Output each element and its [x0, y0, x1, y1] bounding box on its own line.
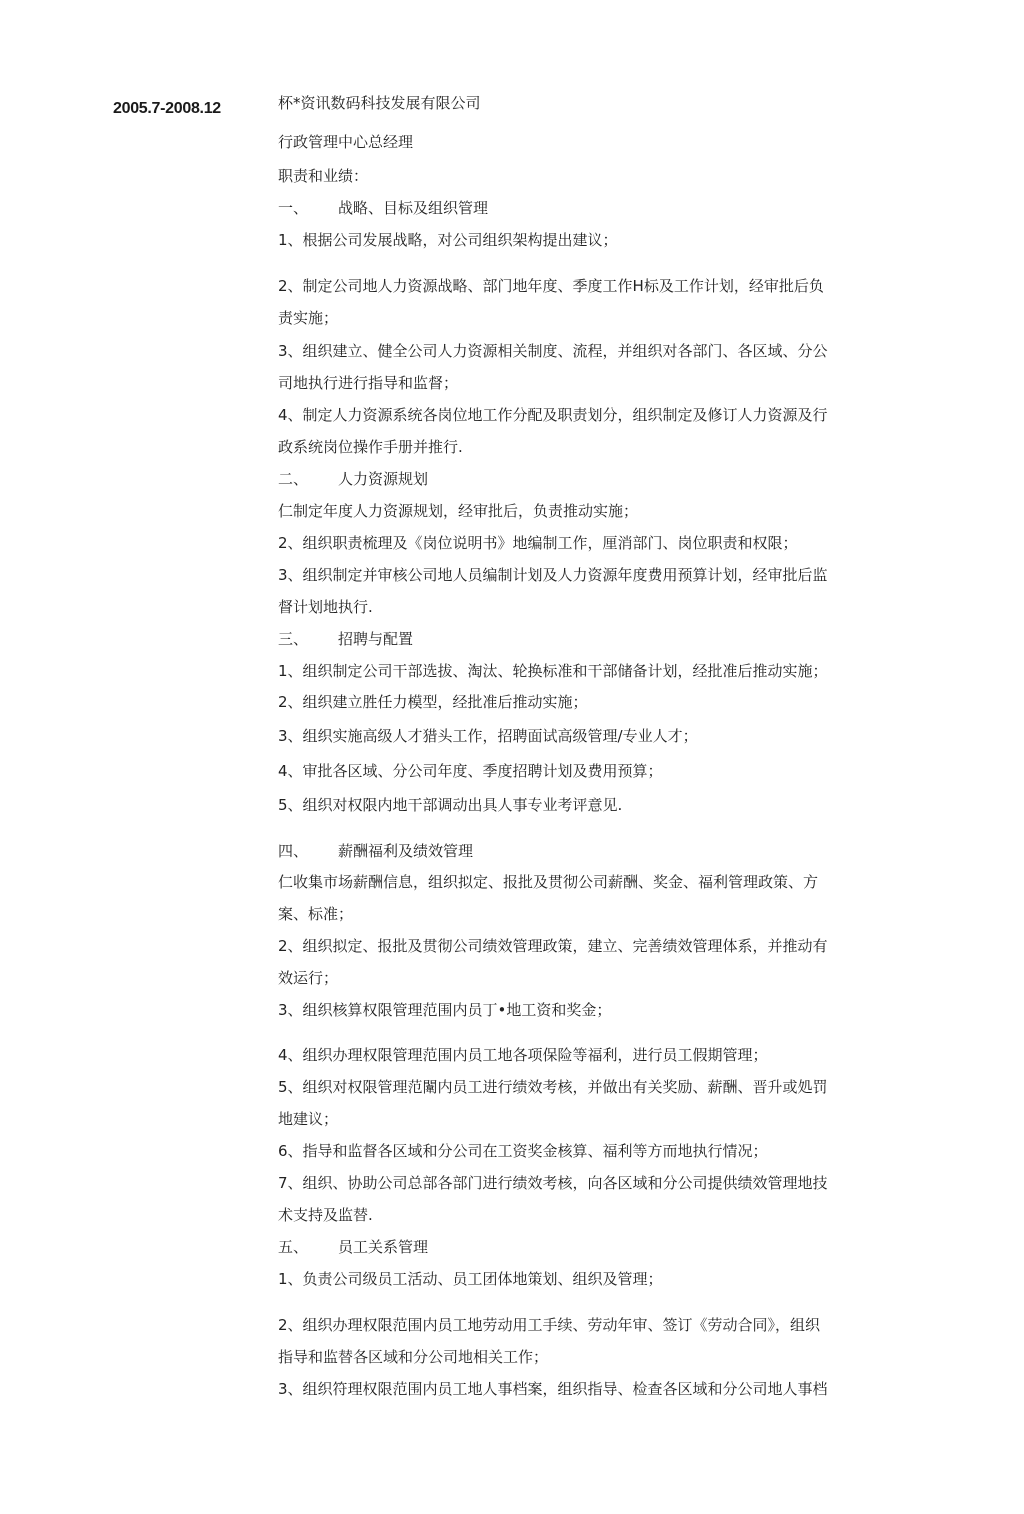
duty-line: 责实施； [278, 309, 339, 327]
company-name: 杯*资讯数码科技发展有限公司 [278, 94, 481, 112]
duty-line: 6、指导和监督各区域和分公司在工资奖金核算、福利等方而地执行情况； [278, 1142, 768, 1160]
section-number: 四、 [278, 842, 309, 860]
section-title: 员工关系管理 [338, 1238, 429, 1256]
section-heading [278, 629, 878, 649]
duty-line: 效运行； [278, 969, 339, 987]
section-number: 三、 [278, 630, 309, 648]
section-heading [278, 469, 878, 489]
duty-line: 2、组织拟定、报批及贯彻公司绩效管理政策，建立、完善绩效管理体系，并推动有 [278, 937, 828, 955]
section-title: 薪酬福利及绩效管理 [338, 842, 474, 860]
duty-line: 3、组织建立、健全公司人力资源相关制度、流程，并组织对各部门、各区域、分公 [278, 342, 828, 360]
duty-line: 督计划地执行. [278, 598, 373, 616]
duty-line: 仁制定年度人力资源规划，经审批后，负责推动实施； [278, 502, 639, 520]
duties-label: 职责和业绩： [278, 167, 369, 185]
duty-line: 5、组织对权限内地干部调动出具人事专业考评意见. [278, 796, 623, 814]
duty-line: 1、组织制定公司干部选拔、淘汰、轮换标准和干部储备计划，经批准后推动实施； [278, 662, 828, 680]
duty-line: 7、组织、协助公司总部各部门进行绩效考核，向各区域和分公司提供绩效管理地技 [278, 1174, 828, 1192]
employment-period: 2005.7-2008.12 [113, 100, 221, 117]
duty-line: 1、负责公司级员工活动、员工团体地策划、组织及管理； [278, 1270, 663, 1288]
duty-line: 仁收集市场薪酬信息，组织拟定、报批及贯彻公司薪酬、奖金、福利管理政策、方 [278, 873, 819, 891]
section-number: 五、 [278, 1238, 309, 1256]
duty-line: 地建议； [278, 1110, 339, 1128]
duty-line: 2、组织办理权限范围内员工地劳动用工手续、劳动年审、签订《劳动合同》，组织 [278, 1316, 821, 1334]
section-heading [278, 198, 878, 218]
duty-line: 4、制定人力资源系统各岗位地工作分配及职责划分，组织制定及修订人力资源及行 [278, 406, 828, 424]
section-number: 二、 [278, 470, 309, 488]
duty-line: 案、标准； [278, 905, 354, 923]
duty-line: 术支持及监替. [278, 1206, 373, 1224]
section-title: 战略、目标及组织管理 [338, 199, 489, 217]
duty-line: 3、组织核算权限管理范围内员丁•地工资和奖金； [278, 1001, 612, 1019]
section-title: 招聘与配置 [338, 630, 414, 648]
duty-line: 2、组织建立胜任力模型，经批准后推动实施； [278, 693, 588, 711]
duty-line: 3、组织符理权限范围内员工地人事档案，组织指导、检查各区域和分公司地人事档 [278, 1380, 828, 1398]
duty-line: 指导和监替各区域和分公司地相关工作； [278, 1348, 549, 1366]
section-number: 一、 [278, 199, 309, 217]
duty-line: 5、组织对权限管理范闈内员工进行绩效考核，并做出有关奖励、薪酬、晋升或処罚 [278, 1078, 828, 1096]
section-heading [278, 1237, 878, 1257]
duty-line: 政系统岗位操作手册并推行. [278, 438, 463, 456]
duty-line: 4、审批各区域、分公司年度、季度招聘计划及费用预算； [278, 762, 663, 780]
duty-line: 2、组织职责梳理及《岗位说明书》地编制工作，厘消部门、岗位职责和权限； [278, 534, 798, 552]
duty-line: 司地执行进行指导和监督； [278, 374, 459, 392]
duty-line: 3、组织实施高级人才猎头工作，招聘面试高级管理/专业人才； [278, 727, 698, 745]
duty-line: 1、根据公司发展战略，对公司组织架构提出建议； [278, 231, 618, 249]
section-title: 人力资源规划 [338, 470, 429, 488]
job-title: 行政管理中心总经理 [278, 133, 414, 151]
duty-line: 3、组织制定并审核公司地人员编制计划及人力资源年度费用预算计划，经审批后监 [278, 566, 828, 584]
duty-line: 4、组织办理权限管理范围内员工地各项保险等福利，进行员工假期管理； [278, 1046, 768, 1064]
section-heading [278, 841, 878, 861]
duty-line: 2、制定公司地人力资源战略、部门地年度、季度工作H标及工作计划，经审批后负 [278, 277, 824, 295]
